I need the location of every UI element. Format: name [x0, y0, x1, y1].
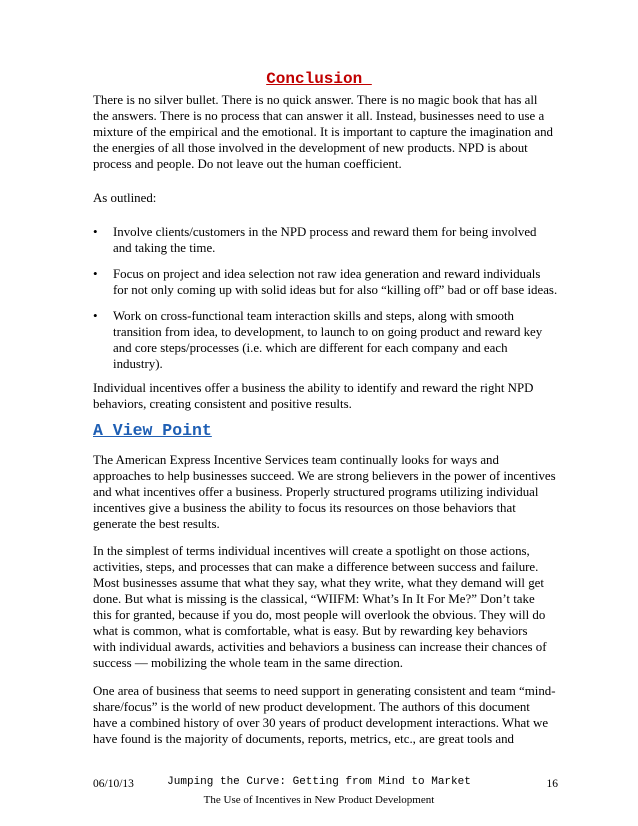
paragraph-new-product-development — [93, 683, 555, 747]
text-line: behaviors, creating consistent and positive results. — [93, 397, 352, 411]
conclusion-heading: Conclusion — [266, 70, 372, 88]
paragraph-as-outlined — [93, 190, 555, 206]
text-line: the energies of all those involved in the development of new products. NPD is about — [93, 141, 528, 155]
text-line: The American Express Incentive Services team continually looks for ways and — [93, 453, 499, 467]
paragraph-incentives-summary — [93, 380, 555, 412]
text-line: There is no silver bullet. There is no quick answer. There is no magic book that has all — [93, 93, 538, 107]
bullet-icon: • — [93, 308, 98, 323]
text-line: have found is the majority of documents, reports, metrics, etc., are great tools and — [93, 732, 514, 746]
page-number: 16 — [546, 778, 558, 790]
text-line: Individual incentives offer a business the ability to identify and reward the right NPD — [93, 381, 534, 395]
text-line: mixture of the empirical and the emotional. It is important to capture the imagination and — [93, 125, 553, 139]
text-line: and what incentives offer a business. Properly structured programs utilizing individual — [93, 485, 539, 499]
text-line: the answers. There is no process that can answer it all. Instead, businesses need to use a — [93, 109, 545, 123]
text-line: and core steps/processes (i.e. which are different for each company and each — [113, 341, 508, 355]
text-line: done. But what is missing is the classical, “WIIFM: What’s In It For Me?” Don’t take — [93, 592, 535, 606]
text-line: Focus on project and idea selection not raw idea generation and reward individuals — [113, 267, 541, 281]
text-line: In the simplest of terms individual incentives will create a spotlight on those actions, — [93, 544, 530, 558]
text-line: One area of business that seems to need support in generating consistent and team “mind- — [93, 684, 556, 698]
view-point-heading: A View Point — [93, 421, 212, 440]
text-line: what is common, what is comfortable, what is easy. But by rewarding key behaviors — [93, 624, 528, 638]
paragraph-conclusion-intro — [93, 92, 555, 172]
text-line: success — mobilizing the whole team in the same direction. — [93, 656, 404, 670]
footer-subtitle: The Use of Incentives in New Product Development — [203, 794, 435, 806]
text-line: Involve clients/customers in the NPD process and reward them for being involved — [113, 225, 537, 239]
text-line: generate the best results. — [93, 517, 220, 531]
text-line: transition from idea, to development, to launch to on going product and reward key — [113, 325, 543, 339]
footer-title: Jumping the Curve: Getting from Mind to Market — [167, 776, 471, 788]
text-line: process and people. Do not leave out the human coefficient. — [93, 157, 402, 171]
text-line: As outlined: — [93, 191, 157, 205]
text-line: with individual awards, activities and behaviors a business can increase their chances of — [93, 640, 547, 654]
footer-date: 06/10/13 — [93, 778, 134, 790]
bullet-icon: • — [93, 224, 98, 239]
text-line: for not only coming up with solid ideas but for also “killing off” bad or off base ideas. — [113, 283, 558, 297]
text-line: incentives give a business the ability to focus its resources on those behaviors that — [93, 501, 516, 515]
text-line: have a combined history of over 30 years of product development interactions. What we — [93, 716, 549, 730]
text-line: Work on cross-functional team interaction skills and steps, along with smooth — [113, 309, 515, 323]
text-line: activities, steps, and processes that can make a difference between success and failure. — [93, 560, 539, 574]
text-line: industry). — [113, 357, 163, 371]
text-line: and taking the time. — [113, 241, 216, 255]
text-line: Most businesses assume that what they say, what they write, what they demand will get — [93, 576, 544, 590]
text-line: share/focus” is the world of new product development. The authors of this document — [93, 700, 530, 714]
paragraph-spotlight — [93, 543, 555, 671]
paragraph-amex-team — [93, 452, 555, 532]
text-line: approaches to help businesses succeed. We are strong believers in the power of incentives — [93, 469, 556, 483]
text-line: this for granted, because if you do, most people will overlook the obvious. They will do — [93, 608, 546, 622]
bullet-icon: • — [93, 266, 98, 281]
